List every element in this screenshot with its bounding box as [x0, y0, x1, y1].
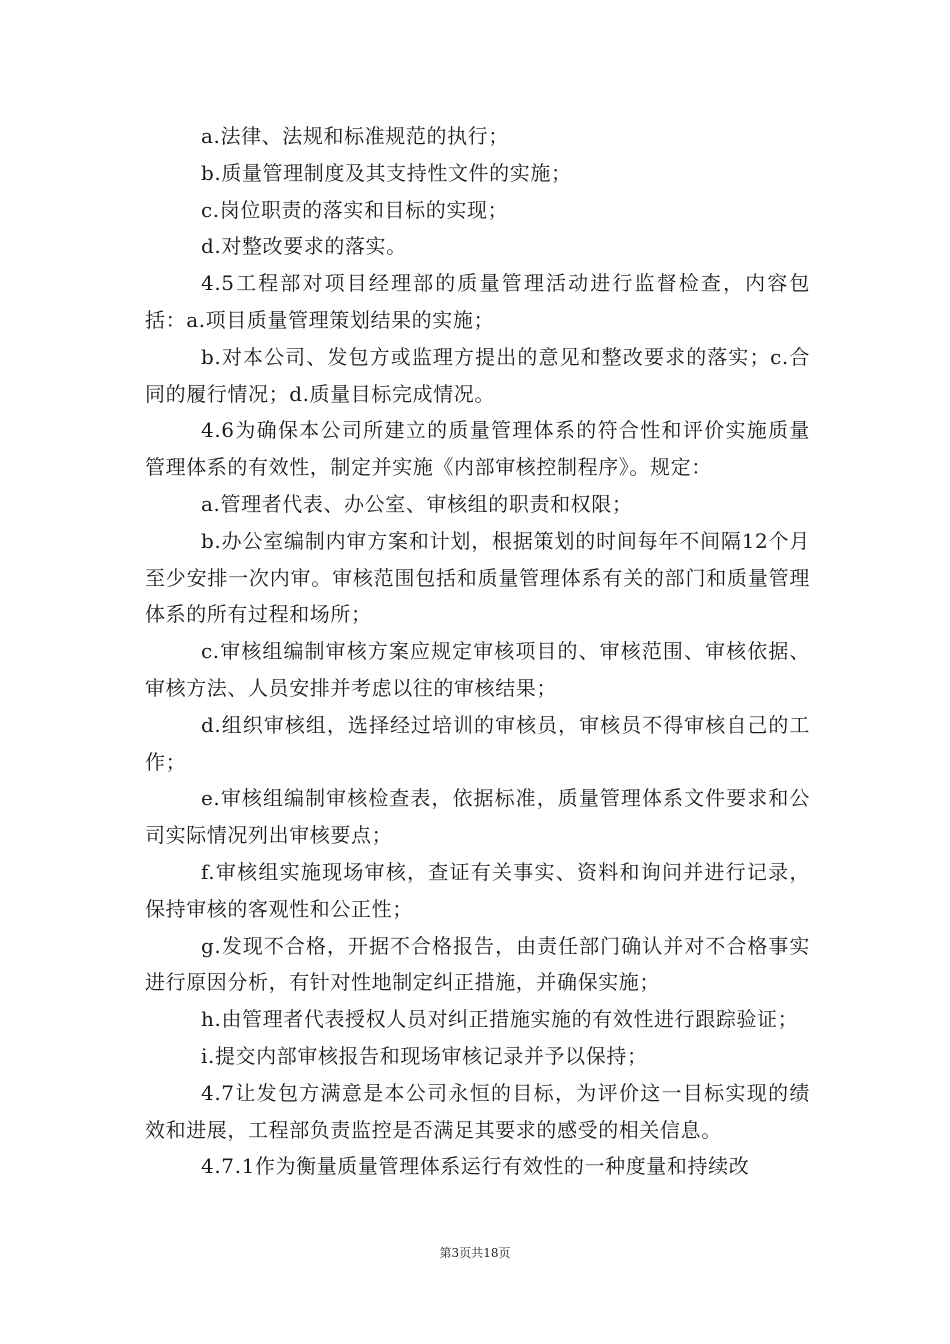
paragraph-a-laws: a.法律、法规和标准规范的执行； — [201, 124, 509, 148]
footer-middle: 页共 — [459, 1246, 484, 1260]
paragraph-4-6-b: b.办公室编制内审方案和计划，根据策划的时间每年不间隔12个月至少安排一次内审。审核范围包括和质量管理体系有关的部门和质量管理体系的所有过程和场所； — [145, 528, 810, 627]
footer-total-pages: 18 — [483, 1246, 499, 1260]
document-body — [145, 118, 810, 1185]
page-footer — [0, 1245, 950, 1261]
paragraph-4-6: 4.6为确保本公司所建立的质量管理体系的符合性和评价实施质量管理体系的有效性，制定并实施《内部审核控制程序》。规定： — [145, 418, 810, 480]
paragraph-4-5-items: b.对本公司、发包方或监理方提出的意见和整改要求的落实；c.合同的履行情况；d.质量目标完成情况。 — [145, 344, 810, 406]
paragraph-4-6-g: g.发现不合格，开据不合格报告，由责任部门确认并对不合格事实进行原因分析，有针对性地制定纠正措施，并确保实施； — [145, 933, 810, 995]
footer-prefix: 第 — [439, 1246, 452, 1260]
paragraph-4-6-f: f.审核组实施现场审核，查证有关事实、资料和询问并进行记录，保持审核的客观性和公正性； — [145, 859, 810, 921]
paragraph-4-6-i: i.提交内部审核报告和现场审核记录并予以保持； — [201, 1043, 648, 1068]
paragraph-4-7-1: 4.7.1作为衡量质量管理体系运行有效性的一种度量和持续改 — [201, 1154, 750, 1179]
paragraph-4-6-h: h.由管理者代表授权人员对纠正措施实施的有效性进行跟踪验证； — [201, 1007, 799, 1032]
paragraph-c-duties: c.岗位职责的落实和目标的实现； — [201, 197, 509, 222]
paragraph-4-6-d: d.组织审核组，选择经过培训的审核员，审核员不得审核自己的工作； — [145, 712, 810, 774]
paragraph-d-rectification: d.对整改要求的落实。 — [201, 234, 407, 259]
paragraph-4-6-e: e.审核组编制审核检查表，依据标准，质量管理体系文件要求和公司实际情况列出审核要点； — [145, 786, 810, 848]
paragraph-b-systems: b.质量管理制度及其支持性文件的实施； — [201, 160, 572, 185]
paragraph-4-7: 4.7让发包方满意是本公司永恒的目标，为评价这一目标实现的绩效和进展，工程部负责监控是否满足其要求的感受的相关信息。 — [145, 1080, 810, 1142]
footer-current-page: 3 — [451, 1246, 460, 1260]
paragraph-4-5: 4.5工程部对项目经理部的质量管理活动进行监督检查，内容包括：a.项目质量管理策划结果的实施； — [145, 271, 810, 332]
paragraph-4-6-c: c.审核组编制审核方案应规定审核项目的、审核范围、审核依据、审核方法、人员安排并考虑以往的审核结果； — [145, 639, 810, 700]
footer-suffix: 页 — [498, 1246, 511, 1260]
paragraph-4-6-a: a.管理者代表、办公室、审核组的职责和权限； — [201, 491, 633, 516]
